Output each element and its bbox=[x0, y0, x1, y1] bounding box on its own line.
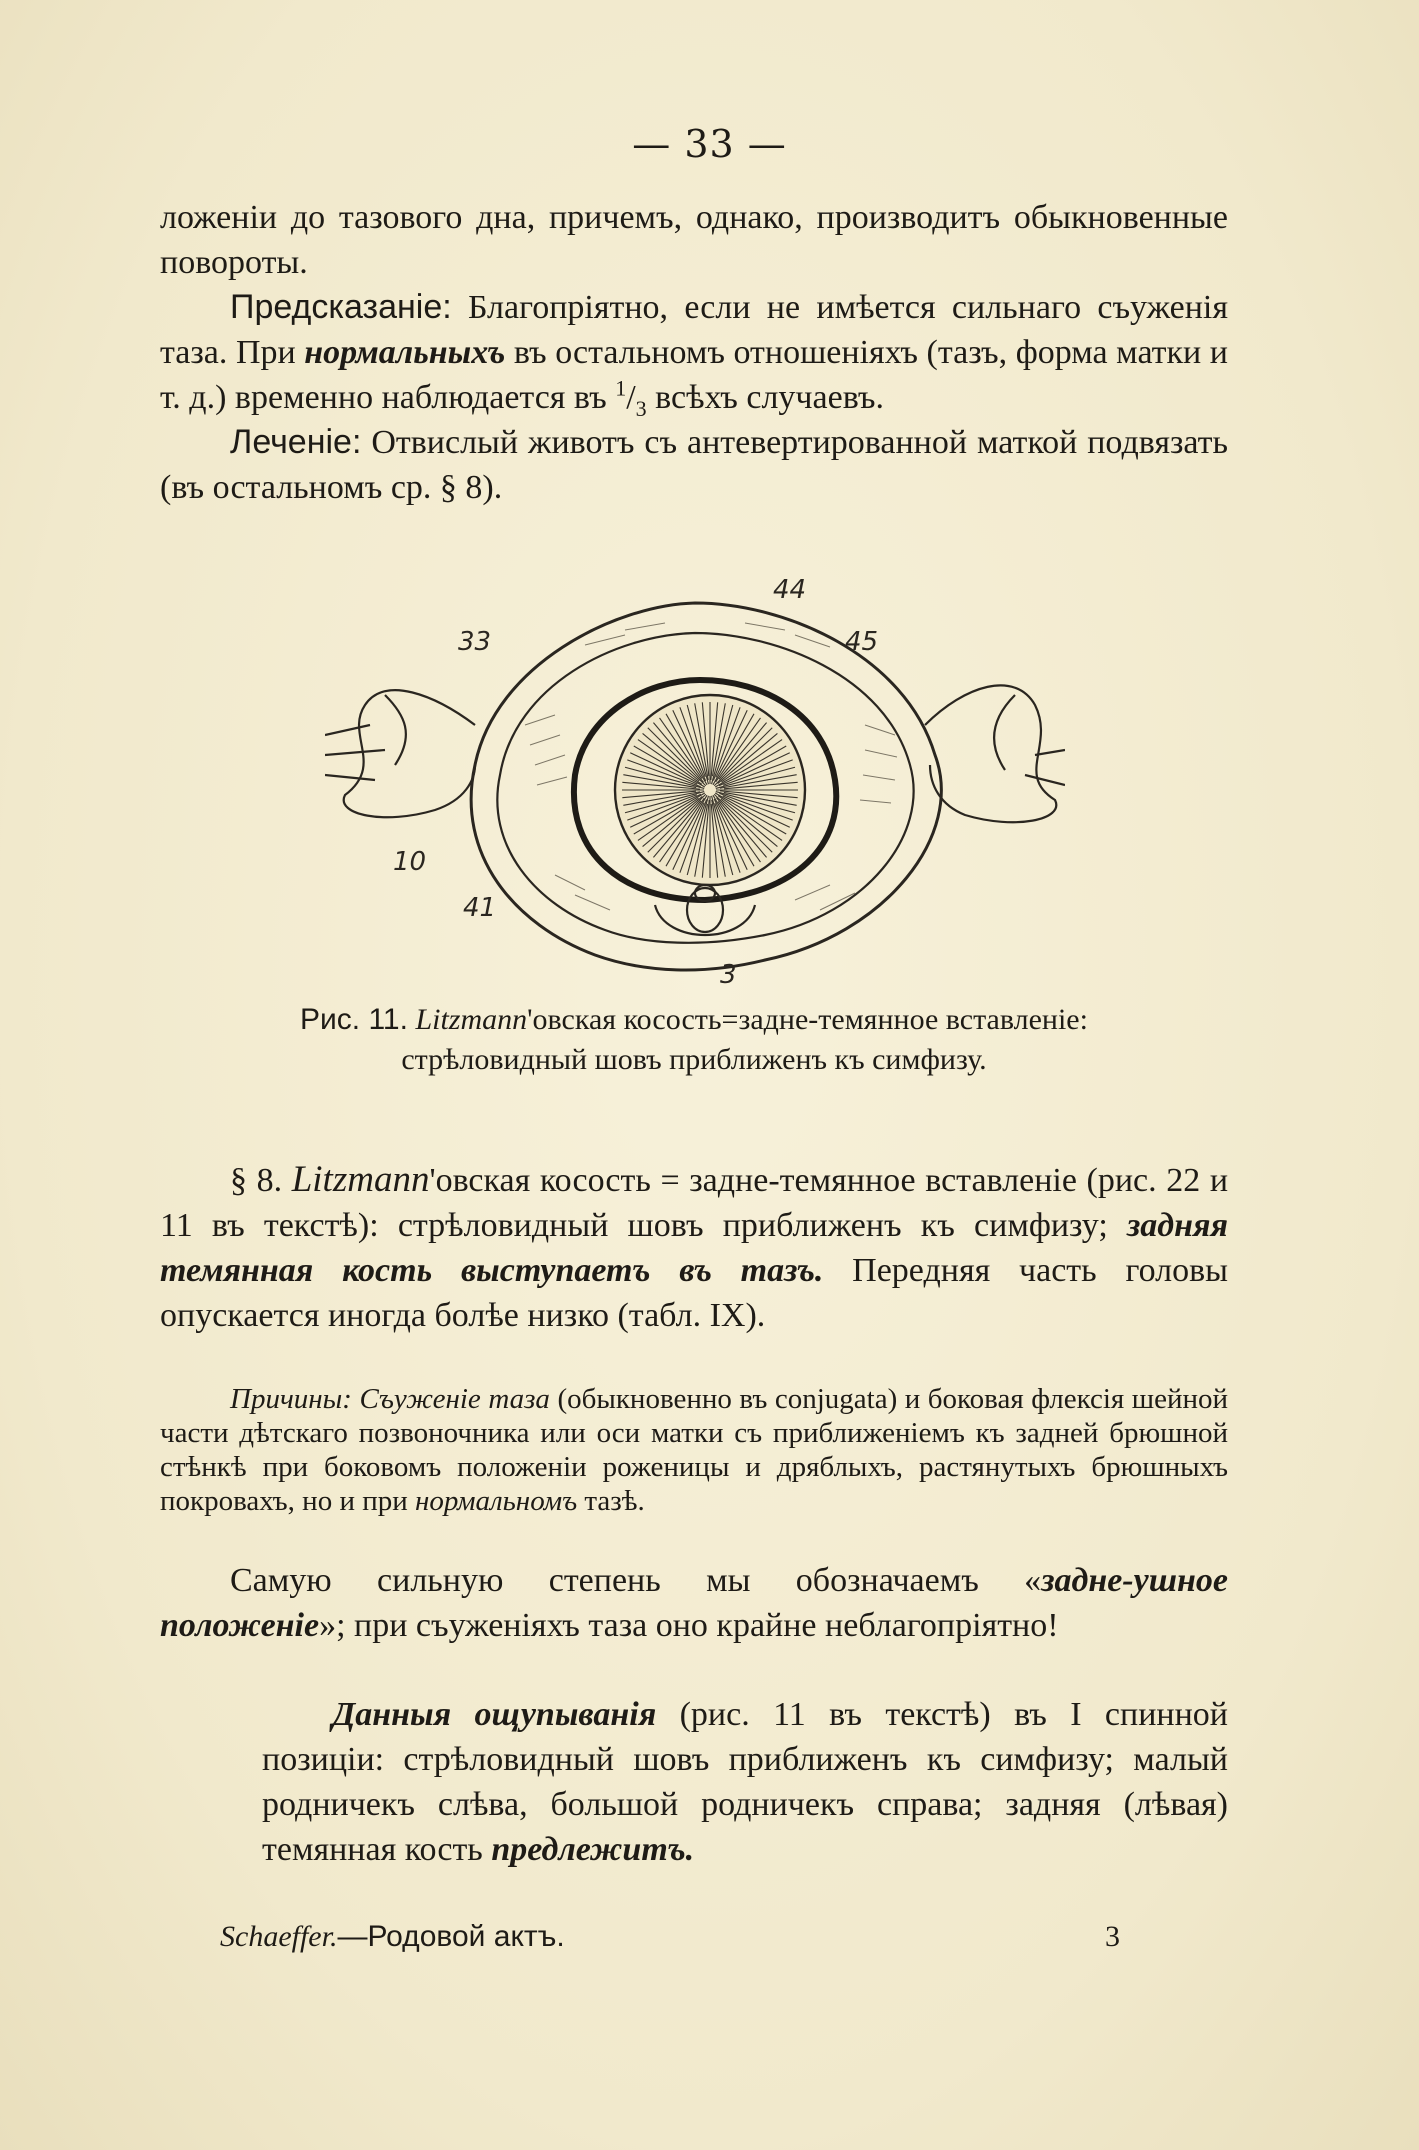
findings-body: (рис. 11 въ текстѣ) въ I спинной позиціи: стрѣловидный шовъ приближенъ къ симфизу; малый родничекъ слѣва, большой родничекъ справа; задняя (лѣвая) темянная кость bbox=[262, 1696, 1228, 1868]
degree-text bbox=[160, 1558, 1228, 1648]
causes-text-b: тазѣ. bbox=[577, 1485, 645, 1517]
prognosis-text: Благопріятно, если не имѣется сильнаго съуженія таза. При bbox=[160, 289, 1228, 371]
prognosis-emphasis: нормальныхъ bbox=[304, 334, 506, 371]
causes-emphasis-1: Съуженіе таза bbox=[359, 1383, 550, 1415]
signature-mark: 3 bbox=[1105, 1920, 1120, 1953]
section-mark: § 8. bbox=[230, 1162, 283, 1199]
figure-label-41: 41 bbox=[463, 893, 497, 923]
figure-label-3: 3 bbox=[720, 960, 737, 990]
findings-text bbox=[262, 1692, 1228, 1872]
footer-title: —Родовой актъ. bbox=[337, 1920, 565, 1953]
section-text-a: 'овская косость = задне-темянное вставленіе (рис. 22 и 11 въ текстѣ): стрѣловидный шовъ приближенъ къ симфизу; bbox=[160, 1162, 1229, 1244]
prognosis-text-3: всѣхъ случаевъ. bbox=[646, 379, 884, 416]
figure-label-33: 33 bbox=[458, 627, 492, 657]
prognosis-text-2: въ остальномъ отношеніяхъ (тазъ, форма матки и т. д.) временно наблюдается въ bbox=[160, 334, 1228, 416]
section-emphasis: задняя темянная кость выступаетъ въ тазъ. bbox=[160, 1207, 1228, 1289]
figure-caption bbox=[160, 1000, 1228, 1080]
caption-name: Litzmann bbox=[415, 1003, 528, 1036]
pelvis-drawing bbox=[325, 575, 1065, 990]
prognosis-label: Предсказаніе: bbox=[230, 288, 452, 326]
figure-label-44: 44 bbox=[773, 575, 807, 605]
caption-label: Рис. 11. bbox=[300, 1003, 408, 1036]
section-8-text bbox=[160, 1157, 1228, 1338]
causes-paragraph bbox=[160, 1353, 1228, 1547]
intro-paragraph: ложеніи до тазового дна, причемъ, однако, производитъ обыкновенные повороты. bbox=[160, 199, 1228, 281]
fraction-denominator: 3 bbox=[635, 395, 647, 421]
degree-text-b: »; при съуженіяхъ таза оно крайне неблагопріятно! bbox=[319, 1607, 1059, 1644]
body-text-top bbox=[160, 195, 1228, 510]
page-footer bbox=[220, 1920, 1120, 1954]
treatment-label: Леченіе: bbox=[230, 423, 362, 461]
pelvis-illustration bbox=[325, 575, 1065, 990]
treatment-text: Отвислый животъ съ антевертированной маткой подвязать (въ остальномъ ср. § 8). bbox=[160, 424, 1228, 506]
section-name: Litzmann bbox=[291, 1159, 430, 1200]
figure-label-10: 10 bbox=[393, 847, 427, 877]
figure-label-45: 45 bbox=[845, 627, 879, 657]
causes-text-a: (обыкновенно въ conjugata) и боковая флексія шейной части дѣтскаго позвоночника или оси матки съ приближеніемъ къ задней брюшной стѣнкѣ при боковомъ положеніи роженицы и дряблыхъ, растянутыхъ брюшныхъ покровахъ, но и при bbox=[160, 1383, 1229, 1517]
causes-text bbox=[160, 1382, 1228, 1518]
findings-label: Данныя ощупыванія bbox=[332, 1696, 657, 1733]
section-text-b: Передняя часть головы опускается иногда болѣе низко (табл. IX). bbox=[160, 1252, 1228, 1334]
causes-label: Причины: bbox=[230, 1383, 352, 1415]
treatment-paragraph bbox=[160, 420, 1228, 510]
findings-paragraph bbox=[262, 1658, 1228, 1906]
fetal-head bbox=[615, 695, 805, 885]
degree-emphasis: задне-ушное положеніе bbox=[160, 1562, 1228, 1644]
prognosis-paragraph: Предсказаніе: Благопріятно, если не имѣется сильнаго съуженія таза. При нормальныхъ въ остальномъ отношеніяхъ (тазъ, форма матки и т. д.) временно наблюдается въ $^1/_3$ всѣхъ случаевъ. bbox=[160, 288, 1228, 421]
footer-author: Schaeffer. bbox=[220, 1920, 338, 1953]
section-8-paragraph bbox=[160, 1123, 1228, 1372]
caption-line-2: стрѣловидный шовъ приближенъ къ симфизу. bbox=[401, 1043, 987, 1076]
findings-emphasis: предлежитъ. bbox=[491, 1831, 695, 1868]
fraction-numerator: 1 bbox=[615, 375, 627, 401]
caption-line-1 bbox=[160, 1000, 1228, 1040]
page-number: — 33 — bbox=[632, 122, 787, 166]
caption-text-1: 'овская косость=задне-темянное вставленіе: bbox=[527, 1003, 1088, 1036]
degree-text-a: Самую сильную степень мы обозначаемъ « bbox=[230, 1562, 1042, 1599]
causes-emphasis-2: нормальномъ bbox=[415, 1485, 578, 1517]
